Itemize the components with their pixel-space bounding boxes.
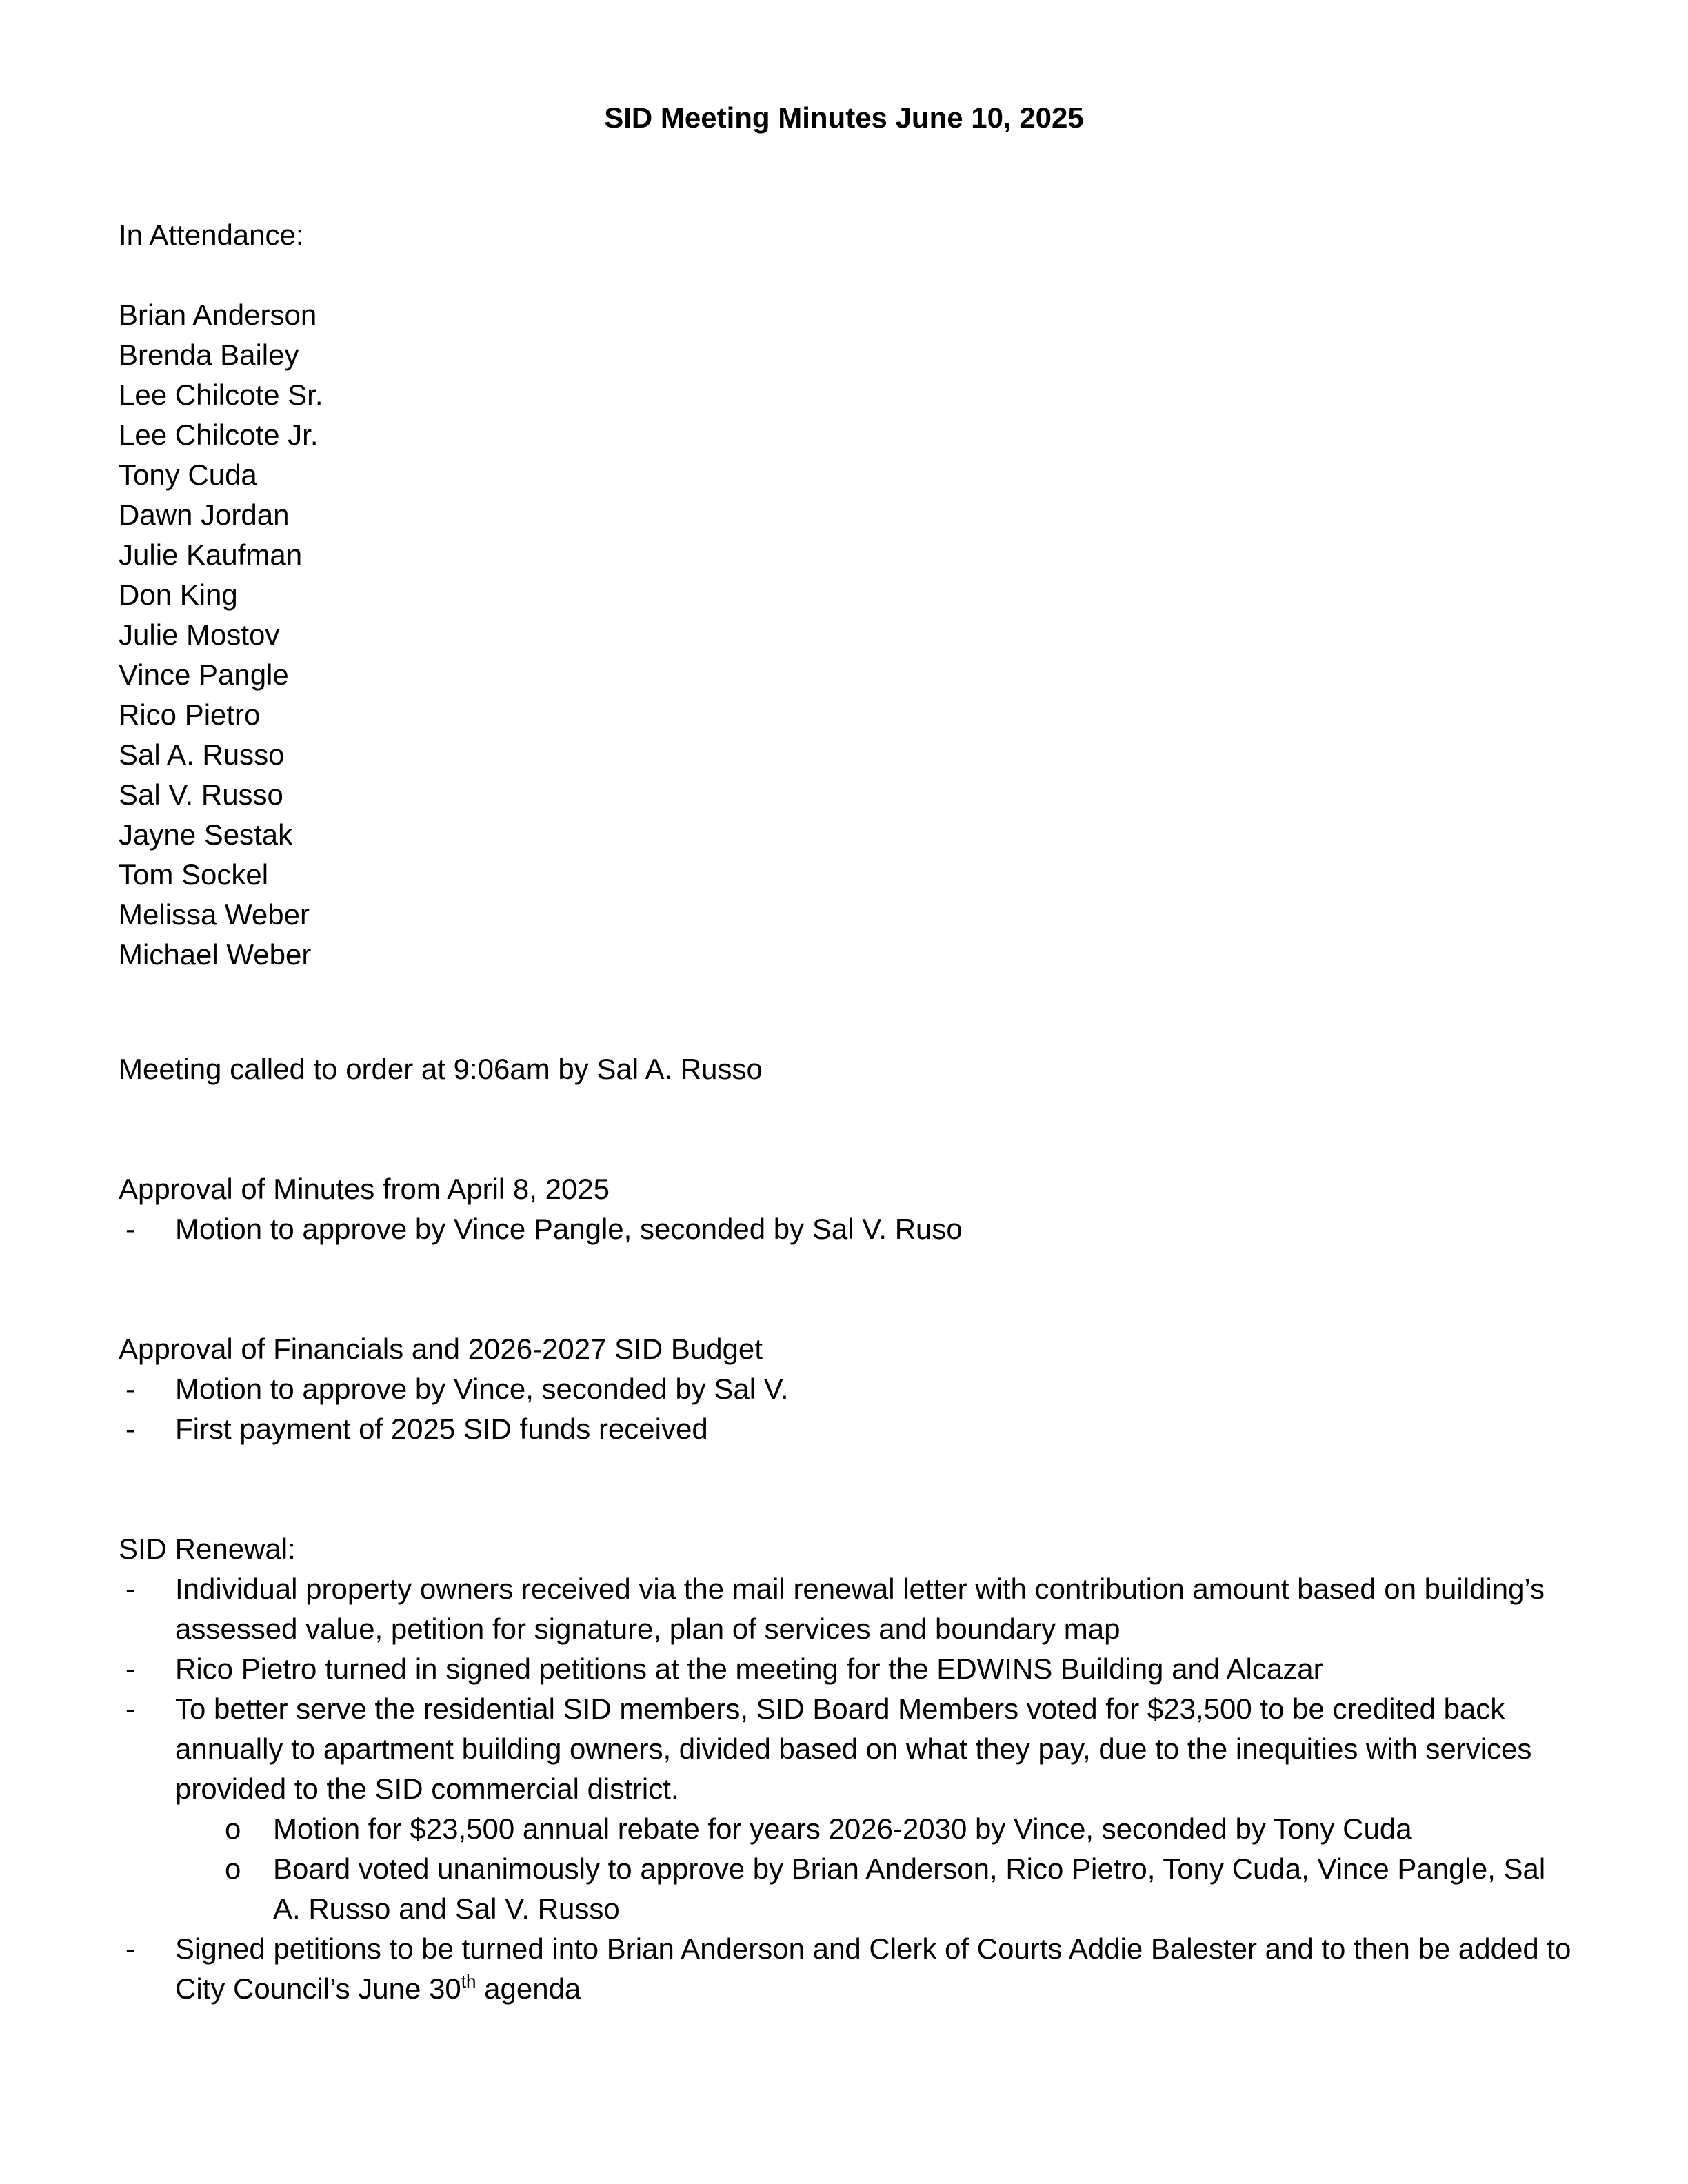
attendee-name: Brian Anderson xyxy=(119,299,317,331)
list-item xyxy=(119,1369,1574,1409)
list-item-text: Motion to approve by Vince Pangle, seconded by Sal V. Ruso xyxy=(175,1213,963,1245)
page-title: SID Meeting Minutes June 10, 2025 xyxy=(604,101,1084,134)
list-item xyxy=(119,1209,1574,1249)
dash-bullet: - xyxy=(125,1932,135,1965)
attendee-name: Sal A. Russo xyxy=(119,738,285,771)
list-item-text: Individual property owners received via the mail renewal letter with contribution amount based on building’s assessed value, petition for signature, plan of services and boundary map xyxy=(175,1573,1545,1645)
attendee-name: Lee Chilcote Sr. xyxy=(119,378,323,411)
circle-bullet: o xyxy=(225,1852,241,1885)
attendee-name: Lee Chilcote Jr. xyxy=(119,418,319,451)
dash-bullet: - xyxy=(125,1652,135,1685)
attendee-name: Jayne Sestak xyxy=(119,818,293,851)
sub-bullet-list xyxy=(217,1809,1574,1929)
list-item xyxy=(119,1409,1574,1449)
sub-list-item xyxy=(217,1849,1574,1929)
call-to-order-text: Meeting called to order at 9:06am by Sal A. Russo xyxy=(119,1053,763,1085)
call-to-order-section xyxy=(119,1049,1574,1089)
dash-bullet: - xyxy=(125,1413,135,1445)
financials-section xyxy=(119,1329,1574,1449)
attendee-name: Julie Kaufman xyxy=(119,538,303,571)
list-item-text: To better serve the residential SID members, SID Board Members voted for $23,500 to be credited back annually to apartment building owners, divided based on what they pay, due to the inequities with services provided to the SID commercial district. xyxy=(175,1692,1532,1805)
attendee-name: Rico Pietro xyxy=(119,698,261,731)
dash-bullet: - xyxy=(125,1692,135,1725)
bullet-list xyxy=(119,1209,1574,1249)
list-item-text: First payment of 2025 SID funds received xyxy=(175,1413,708,1445)
dash-bullet: - xyxy=(125,1373,135,1405)
attendee-name: Julie Mostov xyxy=(119,618,280,651)
attendee-name: Michael Weber xyxy=(119,938,312,971)
dash-bullet: - xyxy=(125,1573,135,1605)
section-heading: Approval of Financials and 2026-2027 SID Budget xyxy=(119,1333,763,1365)
section-heading: Approval of Minutes from April 8, 2025 xyxy=(119,1173,610,1205)
bullet-list xyxy=(119,1369,1574,1449)
attendance-section xyxy=(119,215,1574,975)
attendee-name: Tom Sockel xyxy=(119,858,269,891)
list-item xyxy=(119,1929,1574,2009)
list-item-text: Motion to approve by Vince, seconded by Sal V. xyxy=(175,1373,789,1405)
list-item-text-main: Signed petitions to be turned into Brian Anderson and Clerk of Courts Addie Balester and to then be added to City Council’s June 30 xyxy=(175,1932,1571,2005)
attendee-name: Sal V. Russo xyxy=(119,778,283,811)
list-item xyxy=(119,1689,1574,1929)
list-item-text xyxy=(175,1932,1571,2005)
sub-list-item xyxy=(217,1809,1574,1849)
attendance-heading: In Attendance: xyxy=(119,219,304,251)
sub-list-item-text: Motion for $23,500 annual rebate for years 2026-2030 by Vince, seconded by Tony Cuda xyxy=(273,1812,1412,1845)
ordinal-superscript: th xyxy=(461,1971,476,1992)
dash-bullet: - xyxy=(125,1213,135,1245)
sub-list-item-text: Board voted unanimously to approve by Brian Anderson, Rico Pietro, Tony Cuda, Vince Pangle, Sal A. Russo and Sal V. Russo xyxy=(273,1852,1546,1925)
minutes-approval-section xyxy=(119,1169,1574,1249)
list-item-text: Rico Pietro turned in signed petitions at the meeting for the EDWINS Building and Alcazar xyxy=(175,1652,1323,1685)
renewal-section xyxy=(119,1529,1574,2009)
section-heading: SID Renewal: xyxy=(119,1533,296,1565)
list-item xyxy=(119,1649,1574,1689)
attendee-name: Don King xyxy=(119,578,238,611)
circle-bullet: o xyxy=(225,1812,241,1845)
attendee-name: Tony Cuda xyxy=(119,458,257,491)
attendee-name: Brenda Bailey xyxy=(119,338,299,371)
attendee-name: Dawn Jordan xyxy=(119,498,290,531)
list-item xyxy=(119,1569,1574,1649)
list-item-text-suffix: agenda xyxy=(476,1972,581,2005)
bullet-list xyxy=(119,1569,1574,2009)
attendee-name: Melissa Weber xyxy=(119,898,310,931)
attendee-list xyxy=(119,295,1574,975)
attendee-name: Vince Pangle xyxy=(119,658,289,691)
